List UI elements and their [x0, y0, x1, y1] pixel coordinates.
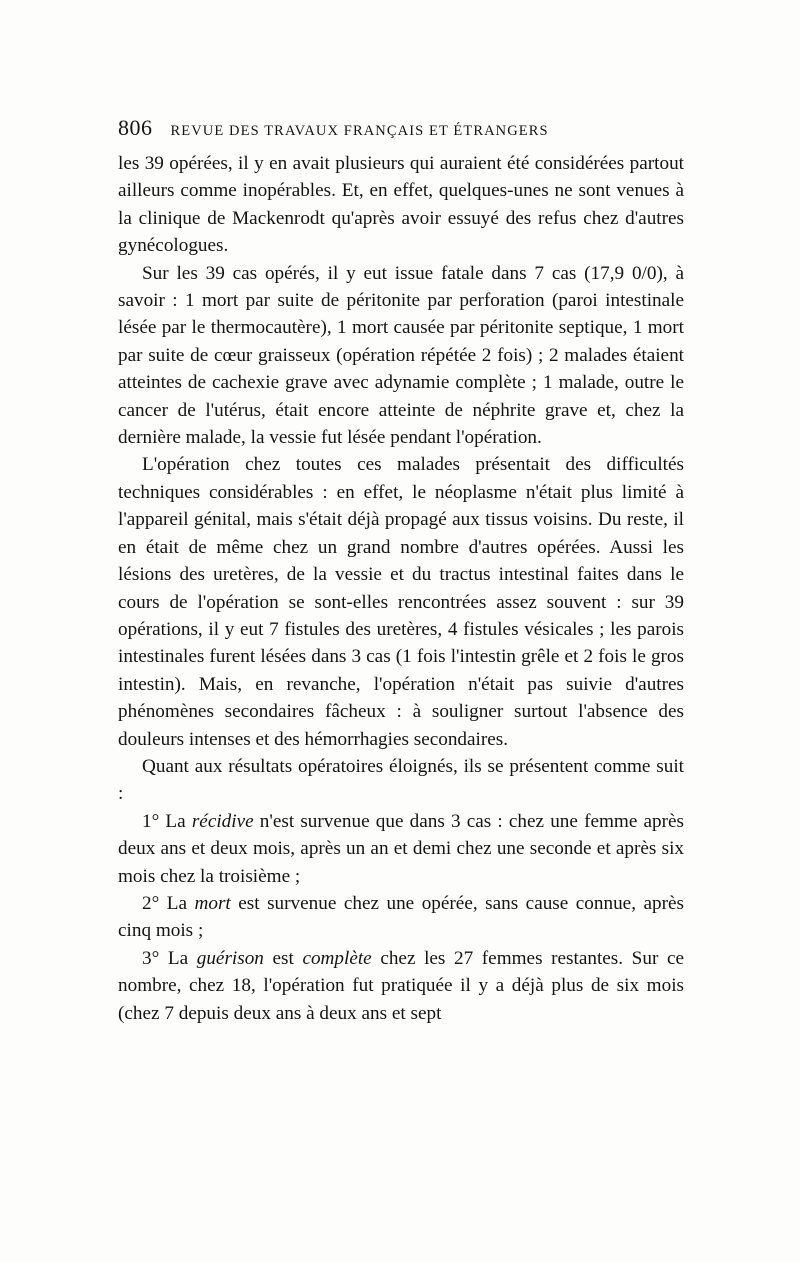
list-item-text: est survenue chez une opérée, sans cause connue, après cinq mois ;: [118, 892, 684, 942]
journal-title: REVUE DES TRAVAUX FRANÇAIS ET ÉTRANGERS: [170, 123, 549, 139]
paragraph-1: les 39 opérées, il y en avait plusieurs qui auraient été considérées partout ailleurs comme inopérables. Et, en effet, quelques-unes ne sont venues à la clinique de Mackenrodt qu'après avoir essuyé des refus chez d'autres gynécologues.: [118, 153, 684, 257]
paragraph-4: Quant aux résultats opératoires éloignés, ils se présentent comme suit :: [118, 755, 684, 805]
italic-term: guérison: [196, 947, 264, 969]
paragraph-2: Sur les 39 cas opérés, il y eut issue fatale dans 7 cas (17,9 0/0), à savoir : 1 mort par suite de péritonite par perforation (paroi intestinale lésée par le thermocautère), 1 mort causée par péritonite septique, 1 mort par suite de cœur graisseux (opération répétée 2 fois) ; 2 malades étaient atteintes de cachexie grave avec adynamie complète ; 1 malade, outre le cancer de l'utérus, était encore atteinte de néphrite grave et, chez la dernière malade, la vessie fut lésée pendant l'opération.: [118, 262, 684, 449]
running-head: [118, 115, 688, 143]
list-item-recidive: [118, 808, 684, 890]
page-number: 806: [118, 115, 153, 140]
list-item-guerison: [118, 945, 684, 1027]
list-item-mort: [118, 890, 684, 945]
italic-term: récidive: [191, 810, 254, 832]
list-item-prefix: 3° La: [142, 947, 197, 969]
list-item-text: chez les 27 femmes restantes. Sur ce nombre, chez 18, l'opération fut pratiquée il y a déjà plus de six mois (chez 7 depuis deux ans à deux ans et sept: [118, 947, 684, 1024]
list-item-prefix: 1° La: [142, 810, 192, 832]
list-item-text: est: [263, 947, 303, 969]
italic-term: complète: [302, 947, 372, 969]
list-item-prefix: 2° La: [142, 892, 195, 914]
list-item-text: n'est survenue que dans 3 cas : chez une femme après deux ans et deux mois, après un an et demi chez une seconde et après six mois chez la troisième ;: [118, 810, 684, 887]
italic-term: mort: [194, 892, 231, 914]
body-text: [118, 150, 684, 1027]
paragraph-3: L'opération chez toutes ces malades présentait des difficultés techniques considérables : en effet, le néoplasme n'était plus limité à l'appareil génital, mais s'était déjà propagé aux tissus voisins. Du reste, il en était de même chez un grand nombre d'autres opérées. Aussi les lésions des uretères, de la vessie et du tractus intestinal faites dans le cours de l'opération se sont-elles rencontrées assez souvent : sur 39 opérations, il y eut 7 fistules des uretères, 4 fistules vésicales ; les parois intestinales furent lésées dans 3 cas (1 fois l'intestin grêle et 2 fois le gros intestin). Mais, en revanche, l'opération n'était pas suivie d'autres phénomènes secondaires fâcheux : à souligner surtout l'absence des douleurs intenses et des hémorrhagies secondaires.: [118, 454, 684, 750]
